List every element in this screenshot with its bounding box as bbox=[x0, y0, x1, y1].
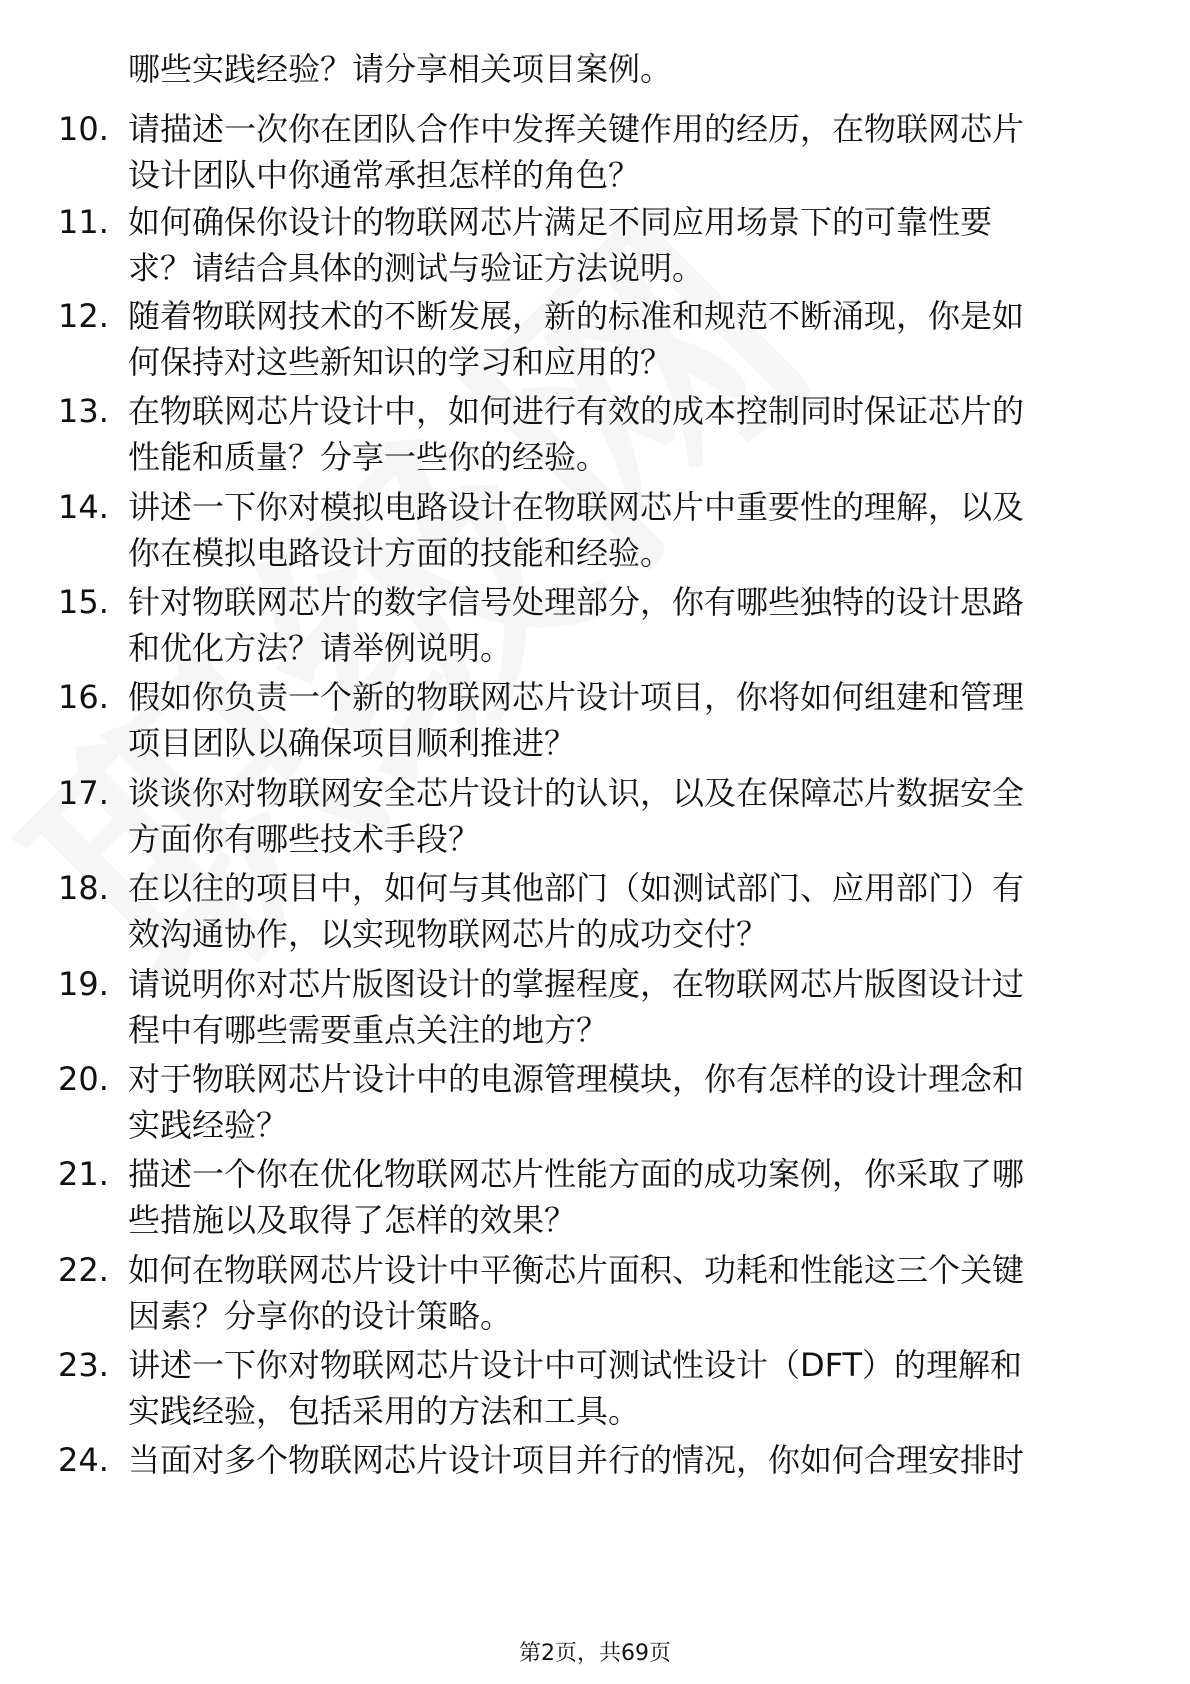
question-text-line: 讲述一下你对模拟电路设计在物联网芯片中重要性的理解，以及 bbox=[128, 488, 1025, 526]
question-text-line: 实践经验？ bbox=[128, 1106, 289, 1144]
question-text-line: 程中有哪些需要重点关注的地方？ bbox=[128, 1011, 609, 1049]
question-text-line: 假如你负责一个新的物联网芯片设计项目，你将如何组建和管理 bbox=[128, 678, 1025, 716]
question-text-line: 请描述一次你在团队合作中发挥关键作用的经历，在物联网芯片 bbox=[128, 110, 1025, 148]
question-number: 23. bbox=[58, 1346, 109, 1384]
question-text-line: 些措施以及取得了怎样的效果？ bbox=[128, 1201, 577, 1239]
question-number: 19. bbox=[58, 965, 109, 1003]
question-text-line: 如何确保你设计的物联网芯片满足不同应用场景下的可靠性要 bbox=[128, 203, 993, 241]
question-text-line: 设计团队中你通常承担怎样的角色？ bbox=[128, 156, 641, 194]
question-text-line: 性能和质量？分享一些你的经验。 bbox=[128, 438, 609, 476]
question-text-line: 和优化方法？请举例说明。 bbox=[128, 629, 513, 667]
question-text-line: 何保持对这些新知识的学习和应用的？ bbox=[128, 343, 673, 381]
question-text-line: 讲述一下你对物联网芯片设计中可测试性设计（DFT）的理解和 bbox=[128, 1346, 1023, 1384]
question-text-line: 项目团队以确保项目顺利推进？ bbox=[128, 724, 577, 762]
question-text-line: 如何在物联网芯片设计中平衡芯片面积、功耗和性能这三个关键 bbox=[128, 1251, 1025, 1289]
question-text-line: 求？请结合具体的测试与验证方法说明。 bbox=[128, 249, 705, 287]
question-number: 16. bbox=[58, 678, 109, 716]
question-number: 15. bbox=[58, 583, 109, 621]
question-number: 14. bbox=[58, 488, 109, 526]
question-number: 10. bbox=[58, 110, 109, 148]
question-text-line: 谈谈你对物联网安全芯片设计的认识，以及在保障芯片数据安全 bbox=[128, 774, 1025, 812]
question-text-line: 因素？分享你的设计策略。 bbox=[128, 1297, 513, 1335]
question-text-line: 在以往的项目中，如何与其他部门（如测试部门、应用部门）有 bbox=[128, 869, 1025, 907]
question-text-line: 随着物联网技术的不断发展，新的标准和规范不断涌现，你是如 bbox=[128, 297, 1025, 335]
question-number: 24. bbox=[58, 1441, 109, 1479]
question-text-line: 在物联网芯片设计中，如何进行有效的成本控制同时保证芯片的 bbox=[128, 392, 1025, 430]
question-text-line: 描述一个你在优化物联网芯片性能方面的成功案例，你采取了哪 bbox=[128, 1155, 1025, 1193]
question-text-line: 请说明你对芯片版图设计的掌握程度，在物联网芯片版图设计过 bbox=[128, 965, 1025, 1003]
question-number: 22. bbox=[58, 1251, 109, 1289]
question-number: 21. bbox=[58, 1155, 109, 1193]
question-number: 18. bbox=[58, 869, 109, 907]
question-number: 11. bbox=[58, 203, 109, 241]
question-number: 20. bbox=[58, 1060, 109, 1098]
question-number: 13. bbox=[58, 392, 109, 430]
question-text-line: 当面对多个物联网芯片设计项目并行的情况，你如何合理安排时 bbox=[128, 1441, 1025, 1479]
question-text-line: 对于物联网芯片设计中的电源管理模块，你有怎样的设计理念和 bbox=[128, 1060, 1025, 1098]
question-number: 12. bbox=[58, 297, 109, 335]
question-number: 17. bbox=[58, 774, 109, 812]
page-footer: 第2页，共69页 bbox=[519, 1641, 671, 1666]
question-text-line: 你在模拟电路设计方面的技能和经验。 bbox=[128, 534, 673, 572]
continuation-text: 哪些实践经验？请分享相关项目案例。 bbox=[128, 50, 673, 88]
question-text-line: 针对物联网芯片的数字信号处理部分，你有哪些独特的设计思路 bbox=[128, 583, 1025, 621]
question-text-line: 效沟通协作，以实现物联网芯片的成功交付？ bbox=[128, 915, 769, 953]
question-text-line: 方面你有哪些技术手段？ bbox=[128, 820, 481, 858]
question-text-line: 实践经验，包括采用的方法和工具。 bbox=[128, 1392, 641, 1430]
